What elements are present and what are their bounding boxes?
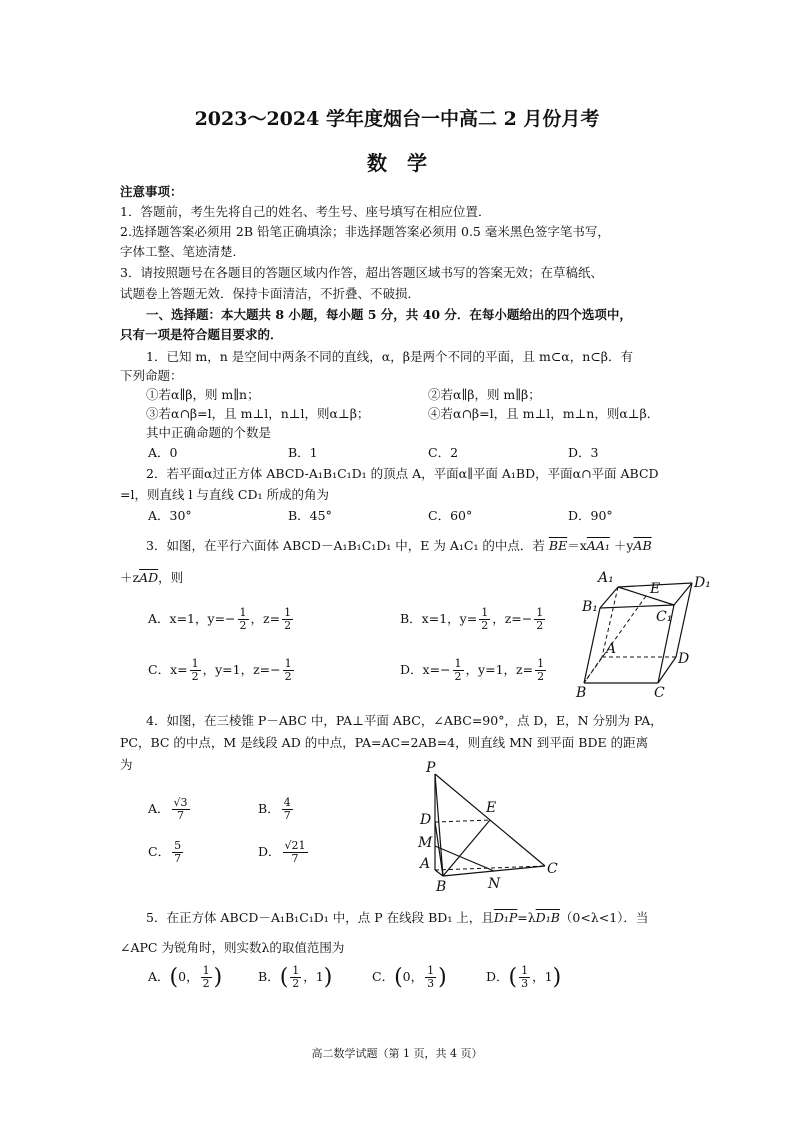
fraction (172, 840, 183, 865)
q4-option-a-label: A． (148, 801, 170, 816)
q5-option-b[interactable] (258, 965, 332, 990)
q3-option-a-mid: ，z= (250, 611, 281, 626)
numerator: 1 (202, 964, 210, 977)
subject-title: 数学 (367, 151, 447, 175)
numerator: 1 (427, 964, 435, 977)
notice-item-2-cont: 字体工整、笔迹清楚． (120, 244, 246, 259)
label-e: E (650, 581, 661, 597)
denominator: 2 (284, 619, 292, 632)
open-paren: ( (279, 965, 289, 990)
label-b: B (436, 879, 447, 893)
label-n: N (488, 876, 501, 892)
q3-option-b-label: B．x=1，y= (400, 611, 478, 626)
q5-option-a-label: A． (148, 969, 170, 984)
q1-proposition-3: ③若α∩β=l，且 m⊥l，n⊥l，则α⊥β； (146, 406, 370, 421)
label-c: C (547, 861, 558, 877)
q3-plus-y: ＋y (613, 538, 634, 553)
numerator: 4 (283, 796, 291, 809)
close-paren: ) (213, 965, 223, 990)
label-d1: D₁ (694, 575, 711, 591)
label-d: D (420, 812, 432, 828)
denominator: 7 (283, 809, 291, 822)
q3-stem-text: 3．如图，在平行六面体 ABCD－A₁B₁C₁D₁ 中，E 为 A₁C₁ 的中点．若 (146, 538, 545, 553)
denominator: 2 (537, 670, 545, 683)
label-e: E (486, 800, 497, 816)
fraction (283, 840, 308, 865)
q5-option-b-upper: ，1 (303, 969, 324, 984)
exam-title: 2023～2024 学年度烟台一中高二 2 月份月考 (194, 108, 600, 130)
numerator: 1 (521, 964, 529, 977)
q3-option-d[interactable] (400, 658, 548, 683)
fraction (535, 658, 546, 683)
q3-option-d-label: D．x=− (400, 662, 451, 677)
denominator: 7 (177, 809, 185, 822)
q5-eq: =λ (517, 910, 536, 925)
close-paren: ) (438, 965, 447, 990)
numerator: 1 (536, 606, 544, 619)
denominator: 2 (481, 619, 489, 632)
q1-stem-cont: 下列命题： (120, 368, 183, 383)
numerator: 1 (292, 964, 300, 977)
denominator: 2 (191, 670, 199, 683)
vector-ab: $\overline{AB}$ (633, 538, 652, 553)
notice-item-3-cont: 试题卷上答题无效．保持卡面清洁，不折叠、不破损． (120, 286, 421, 301)
edge (600, 605, 674, 608)
label-c: C (654, 685, 665, 701)
denominator: 2 (292, 977, 300, 990)
page-footer: 高二数学试题（第 1 页，共 4 页） (311, 1047, 483, 1060)
q2-option-d[interactable]: D．90° (568, 508, 613, 523)
fraction (453, 658, 464, 683)
q4-option-c-label: C． (148, 844, 171, 859)
q3-then: ，则 (158, 570, 184, 585)
label-c1: C₁ (656, 609, 673, 625)
notice-heading: 注意事项： (120, 184, 183, 199)
q4-option-a[interactable] (148, 797, 192, 822)
vector-aa1: AA₁ (586, 538, 610, 553)
q2-option-b[interactable]: B．45° (288, 508, 332, 523)
denominator: 2 (284, 670, 292, 683)
denominator: 7 (291, 852, 299, 865)
fraction (282, 797, 293, 822)
label-a1: A₁ (598, 570, 614, 586)
fraction (290, 965, 301, 990)
q5-option-d-label: D． (486, 969, 509, 984)
q5-stem-cont: ∠APC 为锐角时，则实数λ的取值范围为 (120, 940, 345, 955)
notice-item-2: 2.选择题答案必须用 2B 铅笔正确填涂；非选择题答案必须用 0.5 毫米黑色签字笔书写， (120, 224, 610, 239)
close-paren: ) (552, 965, 562, 990)
denominator: 2 (202, 977, 210, 990)
q1-question: 其中正确命题的个数是 (146, 425, 272, 440)
q1-option-d[interactable]: D．3 (568, 445, 599, 460)
q1-proposition-2: ②若α∥β，则 m∥β； (428, 387, 541, 402)
q3-stem-cont (120, 568, 183, 587)
q3-parallelepiped-figure (570, 565, 730, 705)
label-a: A (420, 856, 431, 872)
q3-option-c-label: C．x= (148, 662, 188, 677)
numerator: √21 (284, 839, 306, 852)
q3-option-d-mid: ，y=1，z= (465, 662, 534, 677)
q4-stem: 4．如图，在三棱锥 P－ABC 中，PA⊥平面 ABC，∠ABC=90°，点 D，E，N 分别为 PA， (146, 713, 663, 728)
q3-eq-x: ＝x (567, 538, 587, 553)
q3-option-b-mid: ，z=− (492, 611, 533, 626)
q5-option-b-label: B． (258, 969, 280, 984)
q5-option-a[interactable] (148, 965, 222, 990)
numerator: 1 (537, 657, 545, 670)
denominator: 3 (427, 977, 435, 990)
q3-option-c-mid: ，y=1，z=− (202, 662, 281, 677)
q2-option-c[interactable]: C．60° (428, 508, 473, 523)
denominator: 2 (239, 619, 247, 632)
fraction (534, 607, 545, 632)
open-paren: ( (508, 965, 518, 990)
q2-stem: 2．若平面α过正方体 ABCD-A₁B₁C₁D₁ 的顶点 A，平面α∥平面 A₁BD，平面α∩平面 ABCD (146, 466, 659, 481)
q4-option-b[interactable] (258, 797, 295, 822)
q5-option-d-upper: ，1 (532, 969, 553, 984)
fraction (172, 797, 190, 822)
section-heading: 一、选择题：本大题共 8 小题，每小题 5 分，共 40 分．在每小题给出的四个选项中， (146, 307, 632, 322)
edge (676, 583, 692, 657)
denominator: 3 (521, 977, 529, 990)
q5-option-d[interactable] (486, 965, 561, 990)
label-m: M (418, 835, 433, 851)
vector-ad: $\overline{AD}$ (139, 570, 159, 585)
q5-stem-text-2: （0<λ<1）．当 (559, 910, 649, 925)
q1-proposition-1: ①若α∥β，则 m∥n； (146, 387, 260, 402)
numerator: 1 (284, 657, 292, 670)
fraction (425, 965, 436, 990)
q4-option-d[interactable] (258, 840, 310, 865)
open-paren: ( (394, 965, 403, 990)
fraction (190, 658, 201, 683)
q4-stem-end: 为 (120, 757, 133, 772)
q3-stem (146, 536, 652, 555)
q1-stem: 1．已知 m，n 是空间中两条不同的直线，α，β是两个不同的平面，且 m⊂α，n⊂β．有 (146, 349, 633, 364)
numerator: 1 (191, 657, 199, 670)
q3-option-a[interactable] (148, 607, 295, 632)
q4-stem-cont: PC，BC 的中点，M 是线段 AD 的中点，PA=AC=2AB=4，则直线 MN 到平面 BDE 的距离 (120, 735, 649, 750)
notice-item-1: 1．答题前，考生先将自己的姓名、考生号、座号填写在相应位置． (120, 204, 491, 219)
q1-proposition-4: ④若α∩β=l，且 m⊥l，m⊥n，则α⊥β． (428, 406, 660, 421)
section-heading-cont: 只有一项是符合题目要求的． (120, 327, 283, 342)
numerator: √3 (173, 796, 188, 809)
q2-option-a[interactable]: A．30° (148, 508, 192, 523)
denominator: 2 (536, 619, 544, 632)
edge-pb (435, 774, 443, 876)
label-b: B (576, 685, 587, 701)
q3-plus-z: ＋z (120, 570, 140, 585)
fraction (238, 607, 249, 632)
q5-stem (146, 908, 648, 927)
numerator: 1 (481, 606, 489, 619)
q5-option-a-lower: 0， (178, 969, 199, 984)
label-b1: B₁ (582, 599, 598, 615)
segment-be (443, 820, 490, 876)
notice-item-3: 3．请按照题号在各题目的答题区域内作答，超出答题区域书写的答案无效；在草稿纸、 (120, 265, 603, 280)
fraction (283, 658, 294, 683)
q1-option-b[interactable]: B．1 (288, 445, 318, 460)
label-d: D (678, 651, 690, 667)
label-a: A (606, 641, 617, 657)
q4-option-b-label: B． (258, 801, 280, 816)
q3-option-c[interactable] (148, 658, 296, 683)
vector-be: $\overline{BE}$ (548, 538, 568, 553)
fraction (282, 607, 293, 632)
fraction (519, 965, 530, 990)
numerator: 1 (284, 606, 292, 619)
label-p: P (426, 760, 436, 776)
hidden-segment-de (435, 820, 490, 822)
close-paren: ) (323, 965, 333, 990)
q5-option-c[interactable] (372, 965, 447, 990)
q2-stem-cont: =l，则直线 l 与直线 CD₁ 所成的角为 (120, 487, 329, 502)
q4-option-c[interactable] (148, 840, 185, 865)
numerator: 1 (239, 606, 247, 619)
numerator: 1 (454, 657, 462, 670)
q1-option-a[interactable]: A．0 (148, 445, 178, 460)
fraction (201, 965, 212, 990)
q5-option-c-label: C． (372, 969, 395, 984)
q4-pyramid-figure (412, 758, 572, 893)
fraction (479, 607, 490, 632)
q4-option-d-label: D． (258, 844, 281, 859)
denominator: 2 (454, 670, 462, 683)
q1-option-c[interactable]: C．2 (428, 445, 459, 460)
numerator: 5 (174, 839, 182, 852)
denominator: 7 (174, 852, 182, 865)
vector-d1b: D₁B (535, 910, 560, 925)
q5-stem-text: 5．在正方体 ABCD－A₁B₁C₁D₁ 中，点 P 在线段 BD₁ 上，且 (146, 910, 494, 925)
q5-option-c-lower: 0， (402, 969, 424, 984)
vector-d1p: D₁P (493, 910, 518, 925)
q3-option-b[interactable] (400, 607, 547, 632)
q3-option-a-label: A．x=1，y=− (148, 611, 236, 626)
open-paren: ( (169, 965, 179, 990)
